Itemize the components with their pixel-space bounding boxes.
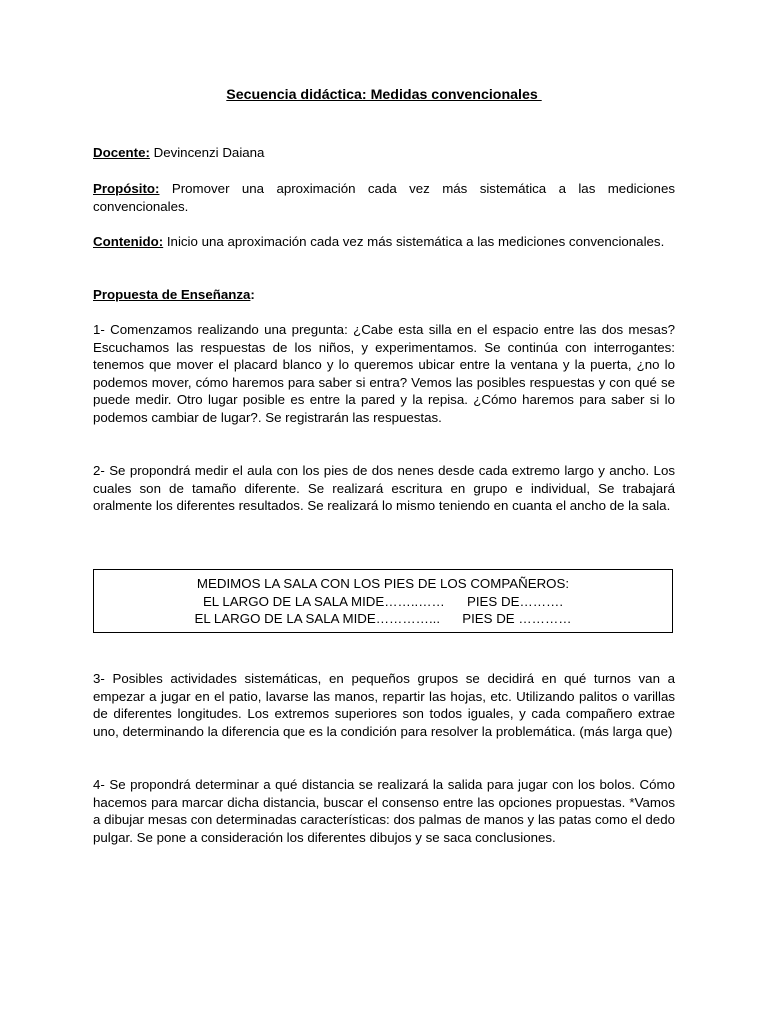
docente-label: Docente: bbox=[93, 145, 150, 160]
paragraph-2: 2- Se propondrá medir el aula con los pies de dos nenes desde cada extremo largo y ancho. Los cuales son de tamaño diferente. Se realizará escritura en grupo e individual, Se trabajará oralmente los diferentes resultados. Se realizará lo mismo teniendo en cuanta el ancho de la sala. bbox=[93, 463, 675, 514]
propuesta-heading bbox=[93, 286, 675, 304]
contenido-paragraph bbox=[93, 233, 675, 251]
propuesta-heading-colon: : bbox=[250, 287, 255, 302]
box-line-3: EL LARGO DE LA SALA MIDE…………... PIES DE ………… bbox=[194, 611, 572, 627]
box-line-2: EL LARGO DE LA SALA MIDE……..…… PIES DE………. bbox=[202, 593, 564, 609]
paragraph-3: 3- Posibles actividades sistemáticas, en pequeños grupos se decidirá en qué turnos van a empezar a jugar en el patio, lavarse las manos, repartir las hojas, etc. Utilizando palitos o varillas de diferentes longitudes. Los extremos superiores son todos iguales, y cada compañero extrae uno, determinando la diferencia que es la condición para resolver la problemática. (más larga que) bbox=[93, 671, 675, 739]
docente-line bbox=[93, 144, 675, 162]
paragraph-1: 1- Comenzamos realizando una pregunta: ¿Cabe esta silla en el espacio entre las dos mesas? Escuchamos las respuestas de los niños, y experimentamos. Se continúa con interrogantes: tenemos que mover el placard blanco y lo queremos ubicar entre la ventana y la puerta, ¿no lo podemos mover, cómo haremos para saber si entra? Vemos las posibles respuestas y con qué se puede medir. Otro lugar posible es entre la pared y la repisa. ¿Cómo haremos para saber si lo podemos cambiar de lugar?. Se registrarán las respuestas. bbox=[93, 322, 675, 425]
paragraph-4: 4- Se propondrá determinar a qué distancia se realizará la salida para jugar con los bolos. Cómo hacemos para marcar dicha distancia, buscar el consenso entre las opciones propuestas. *Vamos a dibujar mesas con determinadas características: dos palmas de manos y las patas como el dedo pulgar. Se pone a consideración los diferentes dibujos y se saca conclusiones. bbox=[93, 777, 675, 845]
proposito-paragraph bbox=[93, 180, 675, 215]
measurement-box bbox=[93, 569, 673, 633]
proposito-label: Propósito: bbox=[93, 181, 160, 196]
box-line-1: MEDIMOS LA SALA CON LOS PIES DE LOS COMPAÑEROS: bbox=[196, 576, 570, 591]
proposito-value: Promover una aproximación cada vez más sistemática a las mediciones convencionales. bbox=[93, 181, 675, 214]
contenido-label: Contenido: bbox=[93, 234, 164, 249]
propuesta-heading-text: Propuesta de Enseñanza bbox=[93, 287, 251, 302]
document-title: Secuencia didáctica: Medidas convencionales bbox=[226, 87, 542, 103]
contenido-value: Inicio una aproximación cada vez más sistemática a las mediciones convencionales. bbox=[163, 234, 665, 249]
docente-value: Devincenzi Daiana bbox=[149, 145, 265, 160]
